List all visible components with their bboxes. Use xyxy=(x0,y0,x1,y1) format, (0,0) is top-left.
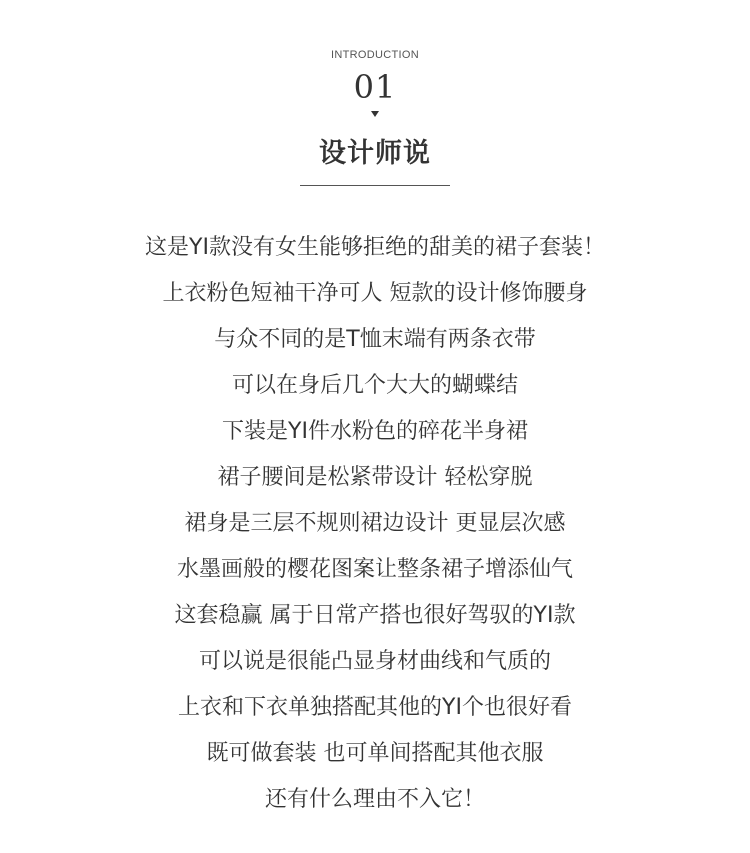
text-line-9: 这套稳赢 属于日常产搭也很好驾驭的YI款 xyxy=(174,603,576,628)
section-eyebrow: INTRODUCTION xyxy=(331,49,419,61)
page-title: 设计师说 xyxy=(319,138,431,169)
text-line-11: 上衣和下衣单独搭配其他的YI个也很好看 xyxy=(178,695,572,720)
text-line-4: 可以在身后几个大大的蝴蝶结 xyxy=(231,373,518,398)
text-line-12: 既可做套装 也可单间搭配其他衣服 xyxy=(206,741,544,766)
text-line-5: 下装是YI件水粉色的碎花半身裙 xyxy=(222,419,528,444)
text-line-6: 裙子腰间是松紧带设计 轻松穿脱 xyxy=(217,465,533,490)
text-line-3: 与众不同的是T恤末端有两条衣带 xyxy=(214,327,536,352)
triangle-down-icon xyxy=(371,111,379,117)
title-divider xyxy=(300,185,450,186)
text-line-8: 水墨画般的樱花图案让整条裙子增添仙气 xyxy=(176,557,573,582)
description-text xyxy=(0,225,750,823)
text-line-10: 可以说是很能凸显身材曲线和气质的 xyxy=(198,649,551,674)
text-line-2: 上衣粉色短袖干净可人 短款的设计修饰腰身 xyxy=(162,281,588,306)
text-line-7: 裙身是三层不规则裙边设计 更显层次感 xyxy=(184,511,566,536)
section-number: 01 xyxy=(353,68,397,106)
text-line-1: 这是YI款没有女生能够拒绝的甜美的裙子套装！ xyxy=(145,235,605,260)
text-line-13: 还有什么理由不入它！ xyxy=(264,787,485,812)
